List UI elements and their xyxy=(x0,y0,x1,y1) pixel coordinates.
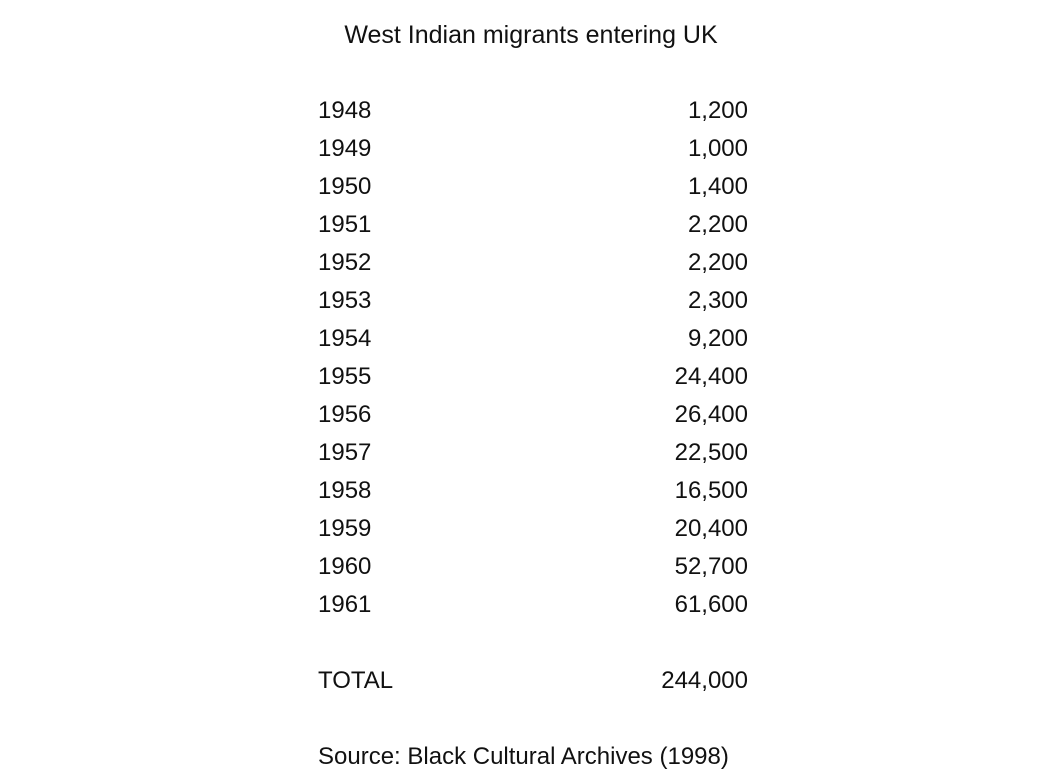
migrants-value-cell: 20,400 xyxy=(674,515,748,542)
year-cell: 1958 xyxy=(318,477,372,504)
table-row xyxy=(318,358,748,396)
table-row xyxy=(318,510,748,548)
migrants-value-cell: 2,300 xyxy=(687,287,748,314)
table-row xyxy=(318,320,748,358)
year-cell: 1948 xyxy=(318,97,372,124)
migrants-value-cell: 52,700 xyxy=(674,553,748,580)
total-label: TOTAL xyxy=(318,667,394,694)
table-row xyxy=(318,396,748,434)
table-row xyxy=(318,92,748,130)
migrants-value-cell: 2,200 xyxy=(687,211,748,238)
year-cell: 1949 xyxy=(318,135,372,162)
table-row xyxy=(318,282,748,320)
year-cell: 1957 xyxy=(318,439,372,466)
table-row xyxy=(318,472,748,510)
migrants-value-cell: 9,200 xyxy=(687,325,748,352)
total-value: 244,000 xyxy=(661,667,748,694)
year-cell: 1950 xyxy=(318,173,372,200)
migrants-value-cell: 24,400 xyxy=(674,363,748,390)
year-cell: 1952 xyxy=(318,249,372,276)
table-row xyxy=(318,434,748,472)
table-row xyxy=(318,244,748,282)
year-cell: 1956 xyxy=(318,401,372,428)
year-cell: 1951 xyxy=(318,211,372,238)
year-cell: 1960 xyxy=(318,553,372,580)
year-cell: 1959 xyxy=(318,515,372,542)
table-row xyxy=(318,206,748,244)
year-cell: 1961 xyxy=(318,591,372,618)
table-row xyxy=(318,168,748,206)
migrants-value-cell: 1,400 xyxy=(687,173,748,200)
total-row xyxy=(318,662,748,700)
migrants-value-cell: 26,400 xyxy=(674,401,748,428)
migrants-value-cell: 1,200 xyxy=(687,97,748,124)
migrants-value-cell: 2,200 xyxy=(687,249,748,276)
migrants-value-cell: 61,600 xyxy=(674,591,748,618)
table-row xyxy=(318,586,748,624)
table-row xyxy=(318,548,748,586)
migrants-value-cell: 1,000 xyxy=(687,135,748,162)
year-cell: 1954 xyxy=(318,325,372,352)
migrants-value-cell: 16,500 xyxy=(674,477,748,504)
table-title: West Indian migrants entering UK xyxy=(344,21,718,49)
year-cell: 1953 xyxy=(318,287,372,314)
year-cell: 1955 xyxy=(318,363,372,390)
source-note: Source: Black Cultural Archives (1998) xyxy=(318,743,729,770)
migrants-table xyxy=(318,92,748,624)
migrants-value-cell: 22,500 xyxy=(674,439,748,466)
table-row xyxy=(318,130,748,168)
